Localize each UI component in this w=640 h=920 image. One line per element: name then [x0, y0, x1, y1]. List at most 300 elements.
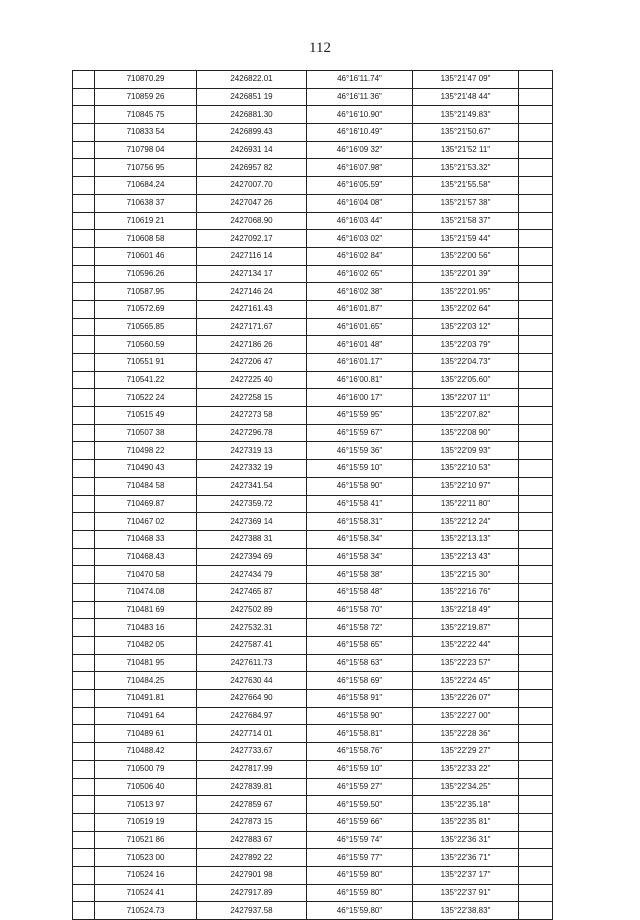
table-row	[73, 124, 553, 142]
x-coordinate-cell: 710522 24	[95, 389, 197, 407]
longitude-cell: 135°22'09 93"	[413, 442, 519, 460]
page-number: 112	[309, 40, 331, 56]
blank-right-cell	[519, 866, 553, 884]
blank-right-cell	[519, 88, 553, 106]
y-coordinate-cell: 2426881.30	[197, 106, 307, 124]
table-row	[73, 778, 553, 796]
table-row	[73, 583, 553, 601]
coordinates-table-body	[73, 71, 553, 920]
blank-right-cell	[519, 212, 553, 230]
blank-left-cell	[73, 813, 95, 831]
x-coordinate-cell: 710756 95	[95, 159, 197, 177]
latitude-cell: 46°16'07.98"	[307, 159, 413, 177]
blank-right-cell	[519, 460, 553, 478]
y-coordinate-cell: 2427273 58	[197, 407, 307, 425]
table-row	[73, 548, 553, 566]
blank-left-cell	[73, 141, 95, 159]
y-coordinate-cell: 2427684.97	[197, 707, 307, 725]
longitude-cell: 135°22'07 11"	[413, 389, 519, 407]
latitude-cell: 46°16'00.81"	[307, 371, 413, 389]
table-row	[73, 477, 553, 495]
blank-right-cell	[519, 336, 553, 354]
latitude-cell: 46°16'01.17"	[307, 354, 413, 372]
table-row	[73, 566, 553, 584]
latitude-cell: 46°15'58.81"	[307, 725, 413, 743]
blank-left-cell	[73, 796, 95, 814]
table-row	[73, 601, 553, 619]
table-row	[73, 141, 553, 159]
y-coordinate-cell: 2427394 69	[197, 548, 307, 566]
longitude-cell: 135°21'58 37"	[413, 212, 519, 230]
table-row	[73, 690, 553, 708]
x-coordinate-cell: 710470 58	[95, 566, 197, 584]
latitude-cell: 46°15'58 63"	[307, 654, 413, 672]
y-coordinate-cell: 2427225 40	[197, 371, 307, 389]
blank-right-cell	[519, 619, 553, 637]
longitude-cell: 135°21'49.83"	[413, 106, 519, 124]
latitude-cell: 46°15'58 70"	[307, 601, 413, 619]
blank-left-cell	[73, 265, 95, 283]
table-row	[73, 672, 553, 690]
table-row	[73, 300, 553, 318]
blank-right-cell	[519, 247, 553, 265]
latitude-cell: 46°15'58 90"	[307, 707, 413, 725]
longitude-cell: 135°22'27 00"	[413, 707, 519, 725]
blank-right-cell	[519, 71, 553, 89]
blank-left-cell	[73, 124, 95, 142]
table-row	[73, 424, 553, 442]
blank-right-cell	[519, 477, 553, 495]
blank-right-cell	[519, 831, 553, 849]
x-coordinate-cell: 710500 79	[95, 760, 197, 778]
blank-left-cell	[73, 230, 95, 248]
y-coordinate-cell: 2427502 89	[197, 601, 307, 619]
y-coordinate-cell: 2427434 79	[197, 566, 307, 584]
x-coordinate-cell: 710481 95	[95, 654, 197, 672]
blank-right-cell	[519, 530, 553, 548]
x-coordinate-cell: 710560.59	[95, 336, 197, 354]
longitude-cell: 135°21'57 38"	[413, 194, 519, 212]
blank-left-cell	[73, 477, 95, 495]
y-coordinate-cell: 2427587.41	[197, 637, 307, 655]
table-row	[73, 619, 553, 637]
y-coordinate-cell: 2427134 17	[197, 265, 307, 283]
blank-right-cell	[519, 760, 553, 778]
blank-left-cell	[73, 778, 95, 796]
longitude-cell: 135°22'13.13"	[413, 530, 519, 548]
y-coordinate-cell: 2427161.43	[197, 300, 307, 318]
longitude-cell: 135°22'02 64"	[413, 300, 519, 318]
coordinates-table	[72, 70, 553, 920]
x-coordinate-cell: 710483 16	[95, 619, 197, 637]
blank-right-cell	[519, 778, 553, 796]
y-coordinate-cell: 2427206 47	[197, 354, 307, 372]
latitude-cell: 46°16'03 02"	[307, 230, 413, 248]
latitude-cell: 46°16'04 08"	[307, 194, 413, 212]
blank-left-cell	[73, 743, 95, 761]
longitude-cell: 135°22'37 17"	[413, 866, 519, 884]
x-coordinate-cell: 710587.95	[95, 283, 197, 301]
x-coordinate-cell: 710798 04	[95, 141, 197, 159]
latitude-cell: 46°16'02 65"	[307, 265, 413, 283]
x-coordinate-cell: 710601 46	[95, 247, 197, 265]
table-row	[73, 371, 553, 389]
x-coordinate-cell: 710551 91	[95, 354, 197, 372]
longitude-cell: 135°21'52 11"	[413, 141, 519, 159]
table-row	[73, 336, 553, 354]
y-coordinate-cell: 2427901 98	[197, 866, 307, 884]
x-coordinate-cell: 710484 58	[95, 477, 197, 495]
blank-right-cell	[519, 442, 553, 460]
latitude-cell: 46°16'02 38"	[307, 283, 413, 301]
table-row	[73, 389, 553, 407]
latitude-cell: 46°16'01 48"	[307, 336, 413, 354]
blank-right-cell	[519, 690, 553, 708]
table-row	[73, 813, 553, 831]
x-coordinate-cell: 710524.73	[95, 902, 197, 920]
x-coordinate-cell: 710870.29	[95, 71, 197, 89]
blank-left-cell	[73, 548, 95, 566]
blank-left-cell	[73, 866, 95, 884]
latitude-cell: 46°15'59 10"	[307, 460, 413, 478]
longitude-cell: 135°22'08 90"	[413, 424, 519, 442]
latitude-cell: 46°15'59 80"	[307, 866, 413, 884]
blank-left-cell	[73, 460, 95, 478]
longitude-cell: 135°22'10 53"	[413, 460, 519, 478]
y-coordinate-cell: 2427733.67	[197, 743, 307, 761]
y-coordinate-cell: 2427630 44	[197, 672, 307, 690]
blank-left-cell	[73, 654, 95, 672]
y-coordinate-cell: 2427892 22	[197, 849, 307, 867]
latitude-cell: 46°16'10.49"	[307, 124, 413, 142]
latitude-cell: 46°15'58 65"	[307, 637, 413, 655]
blank-left-cell	[73, 831, 95, 849]
x-coordinate-cell: 710491 64	[95, 707, 197, 725]
blank-right-cell	[519, 796, 553, 814]
x-coordinate-cell: 710619 21	[95, 212, 197, 230]
x-coordinate-cell: 710491.81	[95, 690, 197, 708]
x-coordinate-cell: 710468.43	[95, 548, 197, 566]
longitude-cell: 135°22'36 31"	[413, 831, 519, 849]
longitude-cell: 135°22'01 39"	[413, 265, 519, 283]
y-coordinate-cell: 2426899.43	[197, 124, 307, 142]
blank-left-cell	[73, 672, 95, 690]
y-coordinate-cell: 2426851 19	[197, 88, 307, 106]
table-row	[73, 866, 553, 884]
blank-left-cell	[73, 760, 95, 778]
y-coordinate-cell: 2427532.31	[197, 619, 307, 637]
table-row	[73, 407, 553, 425]
latitude-cell: 46°16'11.74"	[307, 71, 413, 89]
blank-left-cell	[73, 71, 95, 89]
y-coordinate-cell: 2427883 67	[197, 831, 307, 849]
x-coordinate-cell: 710474.08	[95, 583, 197, 601]
blank-right-cell	[519, 230, 553, 248]
blank-left-cell	[73, 177, 95, 195]
blank-right-cell	[519, 283, 553, 301]
longitude-cell: 135°22'12 24"	[413, 513, 519, 531]
blank-left-cell	[73, 849, 95, 867]
y-coordinate-cell: 2427047 26	[197, 194, 307, 212]
blank-right-cell	[519, 389, 553, 407]
table-row	[73, 212, 553, 230]
table-row	[73, 707, 553, 725]
x-coordinate-cell: 710482 05	[95, 637, 197, 655]
longitude-cell: 135°22'34.25"	[413, 778, 519, 796]
blank-left-cell	[73, 389, 95, 407]
y-coordinate-cell: 2427359.72	[197, 495, 307, 513]
blank-right-cell	[519, 813, 553, 831]
blank-left-cell	[73, 513, 95, 531]
blank-left-cell	[73, 637, 95, 655]
blank-left-cell	[73, 902, 95, 920]
blank-right-cell	[519, 566, 553, 584]
y-coordinate-cell: 2427341.54	[197, 477, 307, 495]
longitude-cell: 135°22'10 97"	[413, 477, 519, 495]
x-coordinate-cell: 710467 02	[95, 513, 197, 531]
x-coordinate-cell: 710468 33	[95, 530, 197, 548]
table-row	[73, 265, 553, 283]
x-coordinate-cell: 710490 43	[95, 460, 197, 478]
blank-right-cell	[519, 672, 553, 690]
y-coordinate-cell: 2427296.78	[197, 424, 307, 442]
blank-left-cell	[73, 354, 95, 372]
x-coordinate-cell: 710513 97	[95, 796, 197, 814]
blank-left-cell	[73, 690, 95, 708]
table-row	[73, 849, 553, 867]
latitude-cell: 46°16'03 44"	[307, 212, 413, 230]
latitude-cell: 46°15'58 38"	[307, 566, 413, 584]
blank-left-cell	[73, 725, 95, 743]
y-coordinate-cell: 2427873 15	[197, 813, 307, 831]
blank-right-cell	[519, 637, 553, 655]
table-row	[73, 71, 553, 89]
blank-right-cell	[519, 424, 553, 442]
longitude-cell: 135°22'00 56"	[413, 247, 519, 265]
table-row	[73, 247, 553, 265]
latitude-cell: 46°15'59 95"	[307, 407, 413, 425]
blank-right-cell	[519, 177, 553, 195]
longitude-cell: 135°22'35.18"	[413, 796, 519, 814]
latitude-cell: 46°15'58 41"	[307, 495, 413, 513]
table-row	[73, 495, 553, 513]
longitude-cell: 135°21'50.67"	[413, 124, 519, 142]
blank-right-cell	[519, 849, 553, 867]
y-coordinate-cell: 2427186 26	[197, 336, 307, 354]
blank-right-cell	[519, 495, 553, 513]
x-coordinate-cell: 710859 26	[95, 88, 197, 106]
table-row	[73, 530, 553, 548]
y-coordinate-cell: 2427116 14	[197, 247, 307, 265]
blank-left-cell	[73, 194, 95, 212]
table-row	[73, 230, 553, 248]
blank-right-cell	[519, 902, 553, 920]
blank-left-cell	[73, 212, 95, 230]
latitude-cell: 46°15'59 67"	[307, 424, 413, 442]
latitude-cell: 46°15'58.76"	[307, 743, 413, 761]
y-coordinate-cell: 2427859 67	[197, 796, 307, 814]
y-coordinate-cell: 2426931 14	[197, 141, 307, 159]
x-coordinate-cell: 710507 38	[95, 424, 197, 442]
blank-right-cell	[519, 513, 553, 531]
y-coordinate-cell: 2427092.17	[197, 230, 307, 248]
latitude-cell: 46°16'10.90"	[307, 106, 413, 124]
y-coordinate-cell: 2427465 87	[197, 583, 307, 601]
x-coordinate-cell: 710481 69	[95, 601, 197, 619]
latitude-cell: 46°15'58 90"	[307, 477, 413, 495]
y-coordinate-cell: 2427319 13	[197, 442, 307, 460]
blank-left-cell	[73, 442, 95, 460]
blank-left-cell	[73, 300, 95, 318]
table-row	[73, 177, 553, 195]
latitude-cell: 46°16'01.65"	[307, 318, 413, 336]
latitude-cell: 46°15'59.80"	[307, 902, 413, 920]
longitude-cell: 135°22'28 36"	[413, 725, 519, 743]
latitude-cell: 46°16'01.87"	[307, 300, 413, 318]
x-coordinate-cell: 710506 40	[95, 778, 197, 796]
blank-right-cell	[519, 707, 553, 725]
x-coordinate-cell: 710565.85	[95, 318, 197, 336]
blank-left-cell	[73, 283, 95, 301]
longitude-cell: 135°22'38.83"	[413, 902, 519, 920]
x-coordinate-cell: 710515 49	[95, 407, 197, 425]
blank-right-cell	[519, 884, 553, 902]
blank-right-cell	[519, 265, 553, 283]
blank-right-cell	[519, 318, 553, 336]
blank-right-cell	[519, 548, 553, 566]
longitude-cell: 135°22'13 43"	[413, 548, 519, 566]
longitude-cell: 135°22'37 91"	[413, 884, 519, 902]
blank-right-cell	[519, 601, 553, 619]
y-coordinate-cell: 2426822.01	[197, 71, 307, 89]
y-coordinate-cell: 2427258 15	[197, 389, 307, 407]
latitude-cell: 46°15'58 91"	[307, 690, 413, 708]
table-row	[73, 513, 553, 531]
longitude-cell: 135°22'36 71"	[413, 849, 519, 867]
longitude-cell: 135°21'55.58"	[413, 177, 519, 195]
longitude-cell: 135°22'33 22"	[413, 760, 519, 778]
blank-left-cell	[73, 884, 95, 902]
latitude-cell: 46°15'58.31"	[307, 513, 413, 531]
x-coordinate-cell: 710469.87	[95, 495, 197, 513]
blank-left-cell	[73, 495, 95, 513]
table-row	[73, 159, 553, 177]
blank-right-cell	[519, 743, 553, 761]
blank-right-cell	[519, 194, 553, 212]
blank-right-cell	[519, 371, 553, 389]
longitude-cell: 135°22'24 45"	[413, 672, 519, 690]
blank-left-cell	[73, 583, 95, 601]
blank-right-cell	[519, 354, 553, 372]
latitude-cell: 46°15'59.50"	[307, 796, 413, 814]
latitude-cell: 46°15'59 66"	[307, 813, 413, 831]
table-row	[73, 796, 553, 814]
y-coordinate-cell: 2427146 24	[197, 283, 307, 301]
blank-right-cell	[519, 300, 553, 318]
table-row	[73, 442, 553, 460]
longitude-cell: 135°22'18 49"	[413, 601, 519, 619]
latitude-cell: 46°15'59 74"	[307, 831, 413, 849]
blank-left-cell	[73, 336, 95, 354]
table-row	[73, 106, 553, 124]
longitude-cell: 135°22'16 76"	[413, 583, 519, 601]
blank-right-cell	[519, 583, 553, 601]
y-coordinate-cell: 2427068.90	[197, 212, 307, 230]
blank-left-cell	[73, 707, 95, 725]
blank-left-cell	[73, 530, 95, 548]
table-row	[73, 654, 553, 672]
x-coordinate-cell: 710519 19	[95, 813, 197, 831]
y-coordinate-cell: 2427714 01	[197, 725, 307, 743]
y-coordinate-cell: 2427388 31	[197, 530, 307, 548]
latitude-cell: 46°15'59 10"	[307, 760, 413, 778]
blank-right-cell	[519, 159, 553, 177]
blank-right-cell	[519, 124, 553, 142]
table-row	[73, 884, 553, 902]
longitude-cell: 135°21'48 44"	[413, 88, 519, 106]
latitude-cell: 46°15'59 36"	[307, 442, 413, 460]
longitude-cell: 135°22'26 07"	[413, 690, 519, 708]
y-coordinate-cell: 2427817.99	[197, 760, 307, 778]
table-row	[73, 831, 553, 849]
longitude-cell: 135°21'59 44"	[413, 230, 519, 248]
y-coordinate-cell: 2426957 82	[197, 159, 307, 177]
blank-left-cell	[73, 566, 95, 584]
table-row	[73, 637, 553, 655]
x-coordinate-cell: 710489 61	[95, 725, 197, 743]
latitude-cell: 46°16'00 17"	[307, 389, 413, 407]
latitude-cell: 46°15'58 48"	[307, 583, 413, 601]
x-coordinate-cell: 710845 75	[95, 106, 197, 124]
blank-right-cell	[519, 407, 553, 425]
blank-left-cell	[73, 601, 95, 619]
blank-left-cell	[73, 159, 95, 177]
blank-left-cell	[73, 424, 95, 442]
blank-right-cell	[519, 106, 553, 124]
longitude-cell: 135°22'11 80"	[413, 495, 519, 513]
latitude-cell: 46°15'58 69"	[307, 672, 413, 690]
longitude-cell: 135°22'29 27"	[413, 743, 519, 761]
table-row	[73, 902, 553, 920]
y-coordinate-cell: 2427171.67	[197, 318, 307, 336]
latitude-cell: 46°15'59 80"	[307, 884, 413, 902]
table-row	[73, 743, 553, 761]
x-coordinate-cell: 710523 00	[95, 849, 197, 867]
blank-left-cell	[73, 88, 95, 106]
longitude-cell: 135°22'15 30"	[413, 566, 519, 584]
longitude-cell: 135°22'35 81"	[413, 813, 519, 831]
longitude-cell: 135°22'19.87"	[413, 619, 519, 637]
longitude-cell: 135°22'05.60"	[413, 371, 519, 389]
x-coordinate-cell: 710638 37	[95, 194, 197, 212]
longitude-cell: 135°22'04.73"	[413, 354, 519, 372]
latitude-cell: 46°15'58 72"	[307, 619, 413, 637]
latitude-cell: 46°15'58.34"	[307, 530, 413, 548]
blank-left-cell	[73, 407, 95, 425]
x-coordinate-cell: 710484.25	[95, 672, 197, 690]
latitude-cell: 46°15'58 34"	[307, 548, 413, 566]
y-coordinate-cell: 2427937.58	[197, 902, 307, 920]
longitude-cell: 135°22'03 79"	[413, 336, 519, 354]
latitude-cell: 46°16'09 32"	[307, 141, 413, 159]
x-coordinate-cell: 710608 58	[95, 230, 197, 248]
latitude-cell: 46°15'59 27"	[307, 778, 413, 796]
y-coordinate-cell: 2427839.81	[197, 778, 307, 796]
longitude-cell: 135°21'53.32"	[413, 159, 519, 177]
x-coordinate-cell: 710596.26	[95, 265, 197, 283]
table-row	[73, 760, 553, 778]
x-coordinate-cell: 710572.69	[95, 300, 197, 318]
